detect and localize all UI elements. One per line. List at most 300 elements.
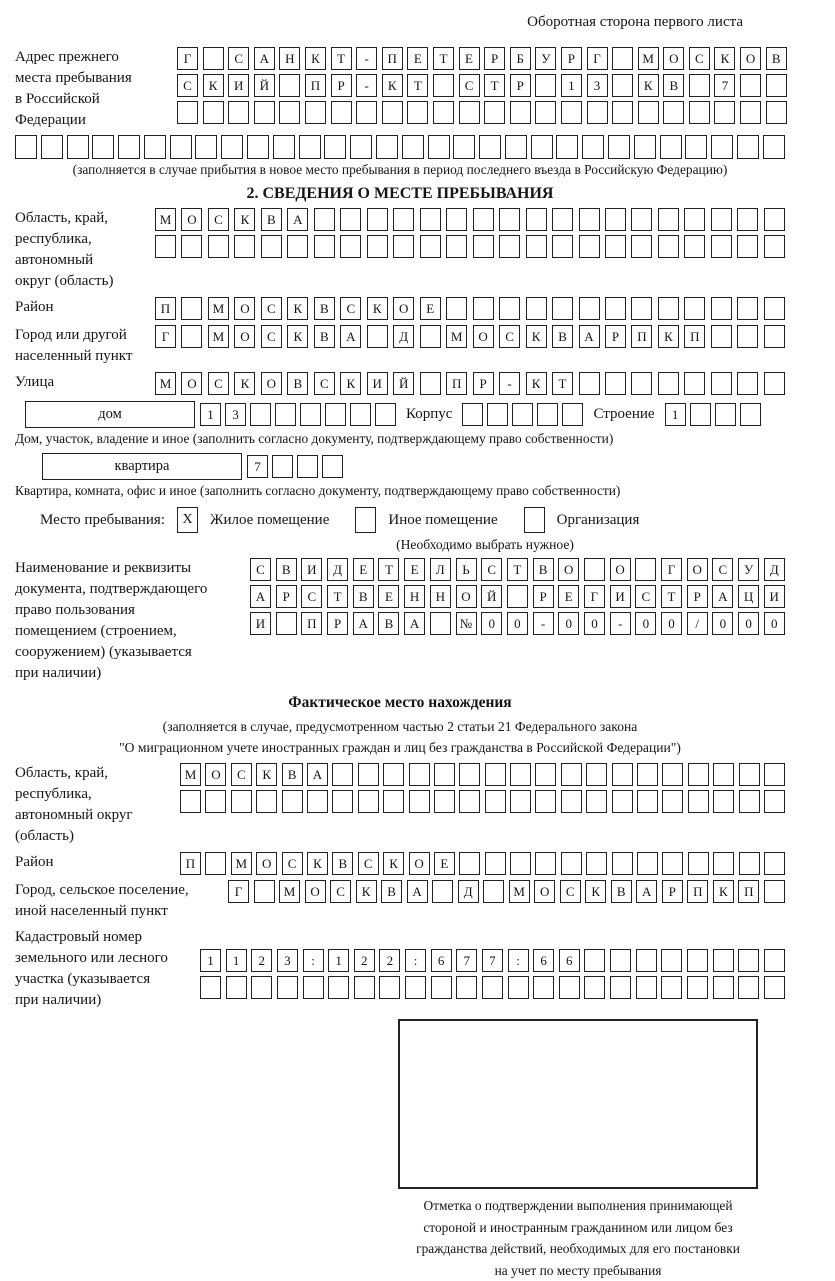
char-box[interactable]: [473, 235, 494, 258]
char-box[interactable]: [181, 325, 202, 348]
char-box[interactable]: Т: [331, 47, 352, 70]
char-box[interactable]: [687, 976, 708, 999]
char-box[interactable]: [766, 74, 787, 97]
char-box[interactable]: М: [208, 297, 229, 320]
char-box[interactable]: В: [533, 558, 554, 581]
char-box[interactable]: [661, 976, 682, 999]
char-box[interactable]: [420, 208, 441, 231]
char-box[interactable]: [287, 235, 308, 258]
char-box[interactable]: [713, 852, 734, 875]
char-box[interactable]: [203, 101, 224, 124]
char-box[interactable]: [505, 135, 527, 159]
char-box[interactable]: М: [208, 325, 229, 348]
char-box[interactable]: 7: [482, 949, 503, 972]
char-box[interactable]: О: [456, 585, 477, 608]
char-box[interactable]: [561, 852, 582, 875]
char-box[interactable]: [446, 297, 467, 320]
char-box[interactable]: [714, 101, 735, 124]
char-box[interactable]: А: [407, 880, 428, 903]
char-box[interactable]: 1: [328, 949, 349, 972]
char-box[interactable]: [764, 852, 785, 875]
char-box[interactable]: [740, 101, 761, 124]
char-box[interactable]: О: [256, 852, 277, 875]
char-box[interactable]: [354, 976, 375, 999]
char-box[interactable]: В: [611, 880, 632, 903]
char-box[interactable]: [251, 976, 272, 999]
char-box[interactable]: 0: [507, 612, 528, 635]
char-box[interactable]: [658, 297, 679, 320]
char-box[interactable]: И: [250, 612, 271, 635]
char-box[interactable]: [420, 372, 441, 395]
char-box[interactable]: П: [301, 612, 322, 635]
char-box[interactable]: С: [689, 47, 710, 70]
char-box[interactable]: [535, 101, 556, 124]
char-box[interactable]: [612, 74, 633, 97]
char-box[interactable]: [350, 403, 371, 426]
char-box[interactable]: С: [208, 208, 229, 231]
char-box[interactable]: [433, 101, 454, 124]
char-box[interactable]: Р: [327, 612, 348, 635]
house-field-box[interactable]: дом: [25, 401, 195, 428]
stay-type-checkbox-residential[interactable]: X: [177, 507, 198, 533]
char-box[interactable]: О: [409, 852, 430, 875]
char-box[interactable]: [208, 235, 229, 258]
char-box[interactable]: Е: [407, 47, 428, 70]
char-box[interactable]: Т: [433, 47, 454, 70]
char-box[interactable]: 1: [226, 949, 247, 972]
char-box[interactable]: [367, 208, 388, 231]
char-box[interactable]: К: [356, 880, 377, 903]
char-box[interactable]: [300, 403, 321, 426]
char-box[interactable]: [279, 74, 300, 97]
char-box[interactable]: [358, 763, 379, 786]
char-box[interactable]: [764, 880, 785, 903]
char-box[interactable]: [314, 235, 335, 258]
char-box[interactable]: Р: [276, 585, 297, 608]
char-box[interactable]: А: [254, 47, 275, 70]
char-box[interactable]: Т: [407, 74, 428, 97]
char-box[interactable]: [688, 763, 709, 786]
char-box[interactable]: 2: [354, 949, 375, 972]
char-box[interactable]: [579, 372, 600, 395]
char-box[interactable]: С: [459, 74, 480, 97]
char-box[interactable]: [453, 135, 475, 159]
char-box[interactable]: П: [631, 325, 652, 348]
char-box[interactable]: Е: [353, 558, 374, 581]
char-box[interactable]: [367, 325, 388, 348]
char-box[interactable]: :: [508, 949, 529, 972]
char-box[interactable]: [205, 852, 226, 875]
char-box[interactable]: [635, 558, 656, 581]
char-box[interactable]: В: [276, 558, 297, 581]
char-box[interactable]: Р: [561, 47, 582, 70]
char-box[interactable]: [383, 790, 404, 813]
char-box[interactable]: [764, 325, 785, 348]
char-box[interactable]: [764, 372, 785, 395]
char-box[interactable]: [407, 101, 428, 124]
char-box[interactable]: [634, 135, 656, 159]
char-box[interactable]: К: [367, 297, 388, 320]
char-box[interactable]: [711, 208, 732, 231]
char-box[interactable]: [764, 763, 785, 786]
char-box[interactable]: И: [764, 585, 785, 608]
char-box[interactable]: [631, 297, 652, 320]
char-box[interactable]: [483, 880, 504, 903]
char-box[interactable]: В: [663, 74, 684, 97]
char-box[interactable]: О: [558, 558, 579, 581]
char-box[interactable]: [434, 790, 455, 813]
char-box[interactable]: М: [231, 852, 252, 875]
char-box[interactable]: [205, 790, 226, 813]
char-box[interactable]: [510, 101, 531, 124]
char-box[interactable]: [658, 235, 679, 258]
char-box[interactable]: [715, 403, 736, 426]
char-box[interactable]: [332, 790, 353, 813]
char-box[interactable]: [118, 135, 140, 159]
char-box[interactable]: О: [261, 372, 282, 395]
char-box[interactable]: [561, 763, 582, 786]
char-box[interactable]: [605, 208, 626, 231]
char-box[interactable]: [586, 763, 607, 786]
char-box[interactable]: [231, 790, 252, 813]
char-box[interactable]: [689, 101, 710, 124]
char-box[interactable]: [314, 208, 335, 231]
char-box[interactable]: М: [155, 208, 176, 231]
char-box[interactable]: [612, 790, 633, 813]
char-box[interactable]: К: [340, 372, 361, 395]
char-box[interactable]: М: [180, 763, 201, 786]
char-box[interactable]: П: [180, 852, 201, 875]
char-box[interactable]: В: [314, 297, 335, 320]
char-box[interactable]: К: [383, 852, 404, 875]
char-box[interactable]: :: [405, 949, 426, 972]
char-box[interactable]: [586, 852, 607, 875]
char-box[interactable]: [579, 208, 600, 231]
char-box[interactable]: Г: [661, 558, 682, 581]
char-box[interactable]: [155, 235, 176, 258]
char-box[interactable]: [446, 235, 467, 258]
char-box[interactable]: [428, 135, 450, 159]
char-box[interactable]: [456, 976, 477, 999]
char-box[interactable]: В: [378, 612, 399, 635]
char-box[interactable]: [379, 976, 400, 999]
char-box[interactable]: [510, 763, 531, 786]
char-box[interactable]: [226, 976, 247, 999]
char-box[interactable]: Й: [393, 372, 414, 395]
char-box[interactable]: С: [261, 297, 282, 320]
char-box[interactable]: В: [766, 47, 787, 70]
char-box[interactable]: [737, 208, 758, 231]
char-box[interactable]: К: [287, 325, 308, 348]
char-box[interactable]: -: [356, 47, 377, 70]
char-box[interactable]: [636, 949, 657, 972]
char-box[interactable]: Е: [404, 558, 425, 581]
char-box[interactable]: [685, 135, 707, 159]
char-box[interactable]: [584, 949, 605, 972]
char-box[interactable]: 1: [200, 949, 221, 972]
char-box[interactable]: Д: [393, 325, 414, 348]
char-box[interactable]: [526, 297, 547, 320]
char-box[interactable]: [739, 852, 760, 875]
char-box[interactable]: 0: [635, 612, 656, 635]
char-box[interactable]: [561, 101, 582, 124]
char-box[interactable]: М: [279, 880, 300, 903]
char-box[interactable]: [350, 135, 372, 159]
char-box[interactable]: [15, 135, 37, 159]
char-box[interactable]: [610, 949, 631, 972]
char-box[interactable]: [559, 976, 580, 999]
char-box[interactable]: С: [481, 558, 502, 581]
char-box[interactable]: [552, 208, 573, 231]
char-box[interactable]: [764, 949, 785, 972]
char-box[interactable]: К: [382, 74, 403, 97]
char-box[interactable]: [324, 135, 346, 159]
char-box[interactable]: О: [473, 325, 494, 348]
char-box[interactable]: К: [526, 372, 547, 395]
char-box[interactable]: [612, 852, 633, 875]
char-box[interactable]: С: [499, 325, 520, 348]
char-box[interactable]: 0: [738, 612, 759, 635]
char-box[interactable]: О: [205, 763, 226, 786]
char-box[interactable]: К: [234, 208, 255, 231]
char-box[interactable]: [485, 852, 506, 875]
char-box[interactable]: [764, 976, 785, 999]
char-box[interactable]: [612, 47, 633, 70]
char-box[interactable]: Р: [484, 47, 505, 70]
char-box[interactable]: [636, 976, 657, 999]
stay-type-checkbox-organization[interactable]: [524, 507, 545, 533]
char-box[interactable]: [637, 790, 658, 813]
char-box[interactable]: [526, 235, 547, 258]
char-box[interactable]: [711, 325, 732, 348]
char-box[interactable]: [170, 135, 192, 159]
char-box[interactable]: 0: [764, 612, 785, 635]
char-box[interactable]: [459, 790, 480, 813]
char-box[interactable]: К: [256, 763, 277, 786]
char-box[interactable]: [382, 101, 403, 124]
char-box[interactable]: [325, 403, 346, 426]
char-box[interactable]: В: [314, 325, 335, 348]
char-box[interactable]: [510, 852, 531, 875]
char-box[interactable]: О: [181, 372, 202, 395]
char-box[interactable]: [459, 763, 480, 786]
char-box[interactable]: [587, 101, 608, 124]
char-box[interactable]: -: [499, 372, 520, 395]
char-box[interactable]: [764, 235, 785, 258]
char-box[interactable]: [663, 101, 684, 124]
char-box[interactable]: 6: [559, 949, 580, 972]
char-box[interactable]: [763, 135, 785, 159]
char-box[interactable]: [92, 135, 114, 159]
char-box[interactable]: С: [635, 585, 656, 608]
char-box[interactable]: [711, 235, 732, 258]
char-box[interactable]: М: [446, 325, 467, 348]
char-box[interactable]: [499, 235, 520, 258]
char-box[interactable]: Й: [254, 74, 275, 97]
char-box[interactable]: [431, 976, 452, 999]
char-box[interactable]: [228, 101, 249, 124]
char-box[interactable]: [430, 612, 451, 635]
char-box[interactable]: 1: [561, 74, 582, 97]
char-box[interactable]: О: [305, 880, 326, 903]
char-box[interactable]: [200, 976, 221, 999]
char-box[interactable]: [605, 372, 626, 395]
char-box[interactable]: Ь: [456, 558, 477, 581]
char-box[interactable]: [203, 47, 224, 70]
char-box[interactable]: Е: [420, 297, 441, 320]
char-box[interactable]: [254, 880, 275, 903]
char-box[interactable]: С: [261, 325, 282, 348]
char-box[interactable]: [462, 403, 483, 426]
char-box[interactable]: [739, 790, 760, 813]
char-box[interactable]: [322, 455, 343, 478]
char-box[interactable]: [713, 949, 734, 972]
char-box[interactable]: [688, 790, 709, 813]
char-box[interactable]: [254, 101, 275, 124]
char-box[interactable]: [485, 790, 506, 813]
char-box[interactable]: 7: [247, 455, 268, 478]
char-box[interactable]: [485, 763, 506, 786]
char-box[interactable]: Б: [510, 47, 531, 70]
char-box[interactable]: 3: [587, 74, 608, 97]
apartment-field-box[interactable]: квартира: [42, 453, 242, 480]
char-box[interactable]: [487, 403, 508, 426]
char-box[interactable]: [446, 208, 467, 231]
char-box[interactable]: [711, 135, 733, 159]
char-box[interactable]: [512, 403, 533, 426]
char-box[interactable]: И: [301, 558, 322, 581]
char-box[interactable]: [535, 763, 556, 786]
char-box[interactable]: [766, 101, 787, 124]
char-box[interactable]: В: [353, 585, 374, 608]
char-box[interactable]: [195, 135, 217, 159]
char-box[interactable]: Р: [662, 880, 683, 903]
char-box[interactable]: С: [712, 558, 733, 581]
char-box[interactable]: [552, 235, 573, 258]
char-box[interactable]: [272, 455, 293, 478]
char-box[interactable]: [764, 208, 785, 231]
char-box[interactable]: [507, 585, 528, 608]
char-box[interactable]: Д: [327, 558, 348, 581]
char-box[interactable]: [180, 790, 201, 813]
char-box[interactable]: Е: [378, 585, 399, 608]
char-box[interactable]: [535, 790, 556, 813]
char-box[interactable]: С: [177, 74, 198, 97]
char-box[interactable]: С: [231, 763, 252, 786]
char-box[interactable]: [684, 208, 705, 231]
char-box[interactable]: [605, 235, 626, 258]
char-box[interactable]: [631, 235, 652, 258]
char-box[interactable]: Й: [481, 585, 502, 608]
char-box[interactable]: К: [638, 74, 659, 97]
char-box[interactable]: О: [740, 47, 761, 70]
char-box[interactable]: Р: [331, 74, 352, 97]
char-box[interactable]: [684, 297, 705, 320]
char-box[interactable]: [434, 763, 455, 786]
char-box[interactable]: А: [287, 208, 308, 231]
char-box[interactable]: [535, 852, 556, 875]
char-box[interactable]: В: [332, 852, 353, 875]
char-box[interactable]: [305, 101, 326, 124]
char-box[interactable]: В: [261, 208, 282, 231]
char-box[interactable]: [307, 790, 328, 813]
char-box[interactable]: О: [534, 880, 555, 903]
char-box[interactable]: С: [250, 558, 271, 581]
char-box[interactable]: 0: [584, 612, 605, 635]
char-box[interactable]: [737, 325, 758, 348]
char-box[interactable]: [499, 208, 520, 231]
char-box[interactable]: [658, 372, 679, 395]
char-box[interactable]: [662, 763, 683, 786]
char-box[interactable]: -: [610, 612, 631, 635]
char-box[interactable]: [273, 135, 295, 159]
char-box[interactable]: [608, 135, 630, 159]
char-box[interactable]: [711, 297, 732, 320]
char-box[interactable]: [356, 101, 377, 124]
char-box[interactable]: Е: [459, 47, 480, 70]
char-box[interactable]: [737, 135, 759, 159]
char-box[interactable]: А: [712, 585, 733, 608]
char-box[interactable]: [340, 208, 361, 231]
char-box[interactable]: [740, 74, 761, 97]
char-box[interactable]: [658, 208, 679, 231]
char-box[interactable]: [610, 976, 631, 999]
char-box[interactable]: О: [234, 297, 255, 320]
char-box[interactable]: -: [356, 74, 377, 97]
char-box[interactable]: О: [610, 558, 631, 581]
char-box[interactable]: С: [330, 880, 351, 903]
stay-type-checkbox-other[interactable]: [355, 507, 376, 533]
char-box[interactable]: П: [684, 325, 705, 348]
char-box[interactable]: К: [234, 372, 255, 395]
char-box[interactable]: [526, 208, 547, 231]
char-box[interactable]: В: [282, 763, 303, 786]
char-box[interactable]: А: [250, 585, 271, 608]
char-box[interactable]: [552, 297, 573, 320]
char-box[interactable]: [689, 74, 710, 97]
char-box[interactable]: [234, 235, 255, 258]
char-box[interactable]: И: [610, 585, 631, 608]
char-box[interactable]: А: [636, 880, 657, 903]
char-box[interactable]: [579, 297, 600, 320]
char-box[interactable]: [713, 790, 734, 813]
char-box[interactable]: Н: [430, 585, 451, 608]
char-box[interactable]: Р: [605, 325, 626, 348]
char-box[interactable]: К: [305, 47, 326, 70]
char-box[interactable]: П: [738, 880, 759, 903]
char-box[interactable]: [584, 558, 605, 581]
char-box[interactable]: 6: [533, 949, 554, 972]
char-box[interactable]: 2: [251, 949, 272, 972]
char-box[interactable]: О: [687, 558, 708, 581]
char-box[interactable]: В: [287, 372, 308, 395]
char-box[interactable]: 0: [558, 612, 579, 635]
char-box[interactable]: Г: [177, 47, 198, 70]
char-box[interactable]: С: [340, 297, 361, 320]
char-box[interactable]: [637, 763, 658, 786]
char-box[interactable]: [605, 297, 626, 320]
char-box[interactable]: [737, 297, 758, 320]
char-box[interactable]: [459, 852, 480, 875]
char-box[interactable]: [711, 372, 732, 395]
char-box[interactable]: [638, 101, 659, 124]
char-box[interactable]: М: [509, 880, 530, 903]
char-box[interactable]: [484, 101, 505, 124]
char-box[interactable]: [420, 325, 441, 348]
char-box[interactable]: [631, 208, 652, 231]
char-box[interactable]: Т: [661, 585, 682, 608]
char-box[interactable]: П: [446, 372, 467, 395]
